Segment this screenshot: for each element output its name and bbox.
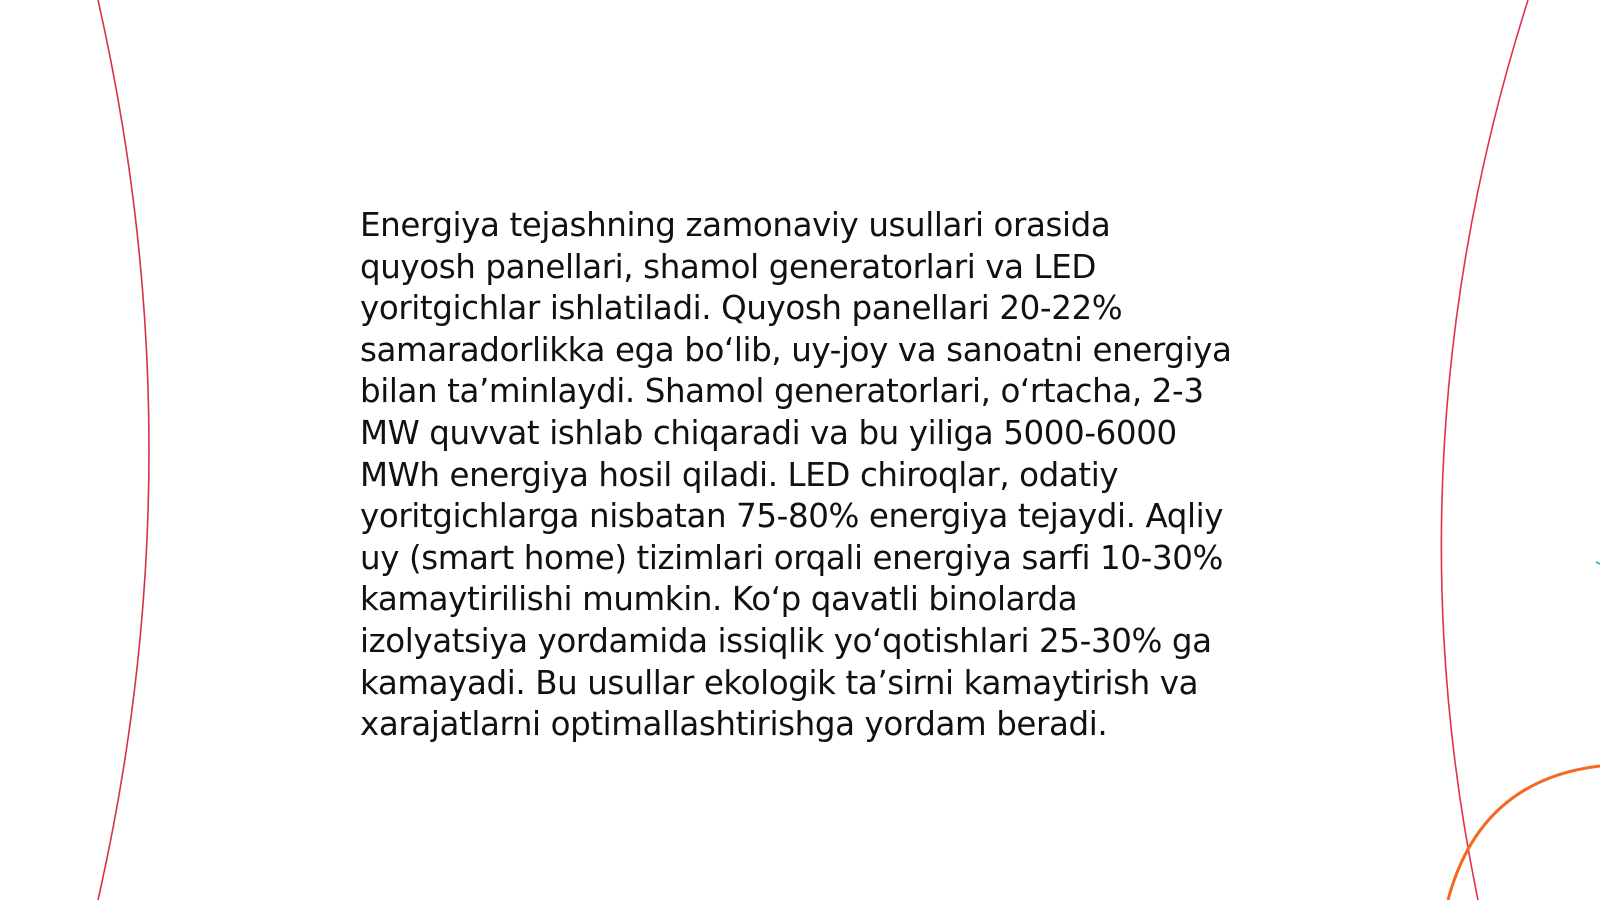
paragraph-line: kamaytirilishi mumkin. Ko‘p qavatli binolarda — [360, 580, 1078, 619]
paragraph-line: samaradorlikka ega bo‘lib, uy-joy va sanoatni energiya — [360, 330, 1232, 369]
paragraph-line: izolyatsiya yordamida issiqlik yo‘qotishlari 25-30% ga — [360, 621, 1212, 660]
paragraph-line: yoritgichlarga nisbatan 75-80% energiya tejaydi. Aqliy — [360, 497, 1224, 536]
paragraph-line: bilan ta’minlaydi. Shamol generatorlari, o‘rtacha, 2-3 — [360, 372, 1204, 411]
teal-tick — [1596, 562, 1600, 564]
paragraph-line: Energiya tejashning zamonaviy usullari orasida — [360, 206, 1111, 244]
right-arc — [1441, 0, 1528, 900]
paragraph-line: yoritgichlar ishlatiladi. Quyosh panellari 20-22% — [360, 289, 1123, 328]
paragraph-line: quyosh panellari, shamol generatorlari va LED — [360, 247, 1097, 286]
left-arc — [98, 0, 149, 900]
paragraph-line: xarajatlarni optimallashtirishga yordam beradi. — [360, 705, 1108, 744]
paragraph-line: MWh energiya hosil qiladi. LED chiroqlar, odatiy — [360, 455, 1119, 494]
paragraph-line: uy (smart home) tizimlari orqali energiya sarfi 10-30% — [360, 538, 1223, 577]
paragraph-line: kamayadi. Bu usullar ekologik ta’sirni kamaytirish va — [360, 663, 1199, 702]
paragraph-line: MW quvvat ishlab chiqaradi va bu yiliga 5000-6000 — [360, 413, 1177, 452]
body-paragraph — [360, 205, 1260, 746]
orange-circle-arc — [1448, 766, 1600, 900]
